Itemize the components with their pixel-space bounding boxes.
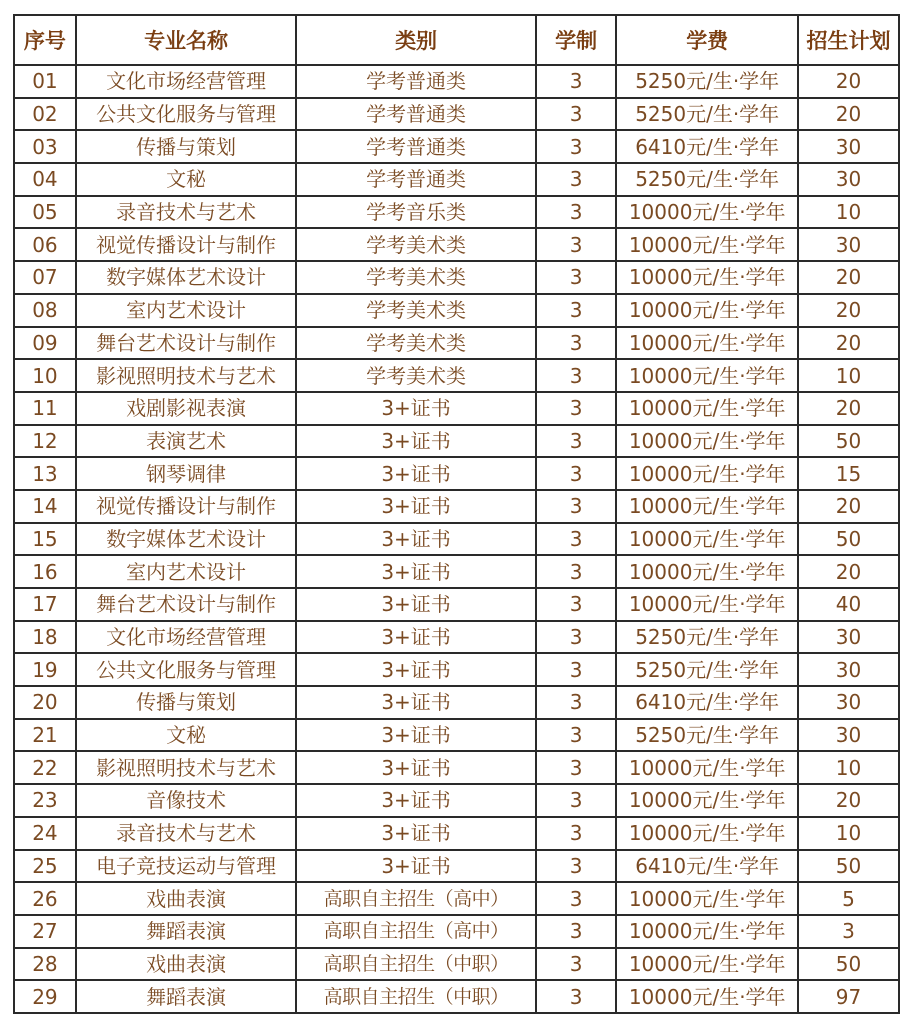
- cell-duration: 3: [536, 719, 617, 752]
- table-row: [14, 261, 899, 294]
- cell-duration: 3: [536, 850, 617, 883]
- cell-duration: 3: [536, 294, 617, 327]
- cell-category: 3+证书: [296, 490, 536, 523]
- cell-duration: 3: [536, 65, 617, 98]
- cell-category: 3+证书: [296, 392, 536, 425]
- table-row: [14, 490, 899, 523]
- cell-index: 17: [14, 588, 76, 621]
- cell-enrollment-plan: 20: [798, 98, 899, 131]
- cell-duration: 3: [536, 915, 617, 948]
- cell-index: 24: [14, 817, 76, 850]
- cell-index: 26: [14, 882, 76, 915]
- cell-index: 05: [14, 196, 76, 229]
- cell-enrollment-plan: 20: [798, 555, 899, 588]
- cell-major-name: 文秘: [76, 163, 296, 196]
- cell-major-name: 文化市场经营管理: [76, 621, 296, 654]
- cell-major-name: 公共文化服务与管理: [76, 653, 296, 686]
- cell-tuition: 10000元/生·学年: [616, 392, 798, 425]
- cell-index: 13: [14, 457, 76, 490]
- cell-tuition: 10000元/生·学年: [616, 980, 798, 1013]
- cell-major-name: 影视照明技术与艺术: [76, 359, 296, 392]
- cell-enrollment-plan: 40: [798, 588, 899, 621]
- table-row: [14, 751, 899, 784]
- cell-category: 学考普通类: [296, 163, 536, 196]
- cell-index: 22: [14, 751, 76, 784]
- table-row: [14, 621, 899, 654]
- cell-category: 学考美术类: [296, 359, 536, 392]
- cell-category: 3+证书: [296, 425, 536, 458]
- cell-major-name: 戏曲表演: [76, 882, 296, 915]
- cell-category: 3+证书: [296, 850, 536, 883]
- header-row: [14, 15, 899, 65]
- cell-enrollment-plan: 20: [798, 327, 899, 360]
- cell-index: 14: [14, 490, 76, 523]
- cell-category: 学考普通类: [296, 65, 536, 98]
- table-row: [14, 163, 899, 196]
- cell-tuition: 10000元/生·学年: [616, 196, 798, 229]
- table-body: [14, 65, 899, 1013]
- cell-tuition: 6410元/生·学年: [616, 686, 798, 719]
- cell-enrollment-plan: 30: [798, 163, 899, 196]
- cell-duration: 3: [536, 392, 617, 425]
- cell-enrollment-plan: 10: [798, 751, 899, 784]
- cell-tuition: 5250元/生·学年: [616, 719, 798, 752]
- cell-duration: 3: [536, 588, 617, 621]
- table-row: [14, 817, 899, 850]
- cell-duration: 3: [536, 555, 617, 588]
- cell-category: 学考普通类: [296, 130, 536, 163]
- cell-duration: 3: [536, 621, 617, 654]
- cell-tuition: 5250元/生·学年: [616, 98, 798, 131]
- cell-tuition: 10000元/生·学年: [616, 359, 798, 392]
- cell-duration: 3: [536, 457, 617, 490]
- cell-major-name: 影视照明技术与艺术: [76, 751, 296, 784]
- cell-category: 3+证书: [296, 784, 536, 817]
- cell-major-name: 文化市场经营管理: [76, 65, 296, 98]
- cell-category: 学考音乐类: [296, 196, 536, 229]
- cell-category: 高职自主招生（中职）: [296, 980, 536, 1013]
- cell-enrollment-plan: 20: [798, 784, 899, 817]
- cell-category: 3+证书: [296, 555, 536, 588]
- cell-tuition: 10000元/生·学年: [616, 555, 798, 588]
- cell-duration: 3: [536, 196, 617, 229]
- cell-tuition: 5250元/生·学年: [616, 65, 798, 98]
- cell-index: 25: [14, 850, 76, 883]
- cell-major-name: 舞台艺术设计与制作: [76, 588, 296, 621]
- cell-major-name: 录音技术与艺术: [76, 196, 296, 229]
- cell-category: 学考美术类: [296, 261, 536, 294]
- cell-tuition: 10000元/生·学年: [616, 882, 798, 915]
- cell-category: 高职自主招生（中职）: [296, 948, 536, 981]
- table-row: [14, 327, 899, 360]
- cell-duration: 3: [536, 523, 617, 556]
- cell-major-name: 舞蹈表演: [76, 915, 296, 948]
- cell-major-name: 传播与策划: [76, 686, 296, 719]
- cell-category: 学考美术类: [296, 327, 536, 360]
- cell-enrollment-plan: 20: [798, 392, 899, 425]
- cell-duration: 3: [536, 98, 617, 131]
- cell-tuition: 5250元/生·学年: [616, 621, 798, 654]
- cell-major-name: 音像技术: [76, 784, 296, 817]
- cell-major-name: 电子竞技运动与管理: [76, 850, 296, 883]
- cell-tuition: 10000元/生·学年: [616, 588, 798, 621]
- cell-enrollment-plan: 50: [798, 523, 899, 556]
- cell-tuition: 10000元/生·学年: [616, 784, 798, 817]
- cell-major-name: 视觉传播设计与制作: [76, 228, 296, 261]
- cell-enrollment-plan: 20: [798, 261, 899, 294]
- table-row: [14, 948, 899, 981]
- table-row: [14, 686, 899, 719]
- cell-enrollment-plan: 30: [798, 621, 899, 654]
- cell-category: 3+证书: [296, 719, 536, 752]
- cell-duration: 3: [536, 882, 617, 915]
- cell-tuition: 6410元/生·学年: [616, 850, 798, 883]
- cell-duration: 3: [536, 980, 617, 1013]
- table-row: [14, 457, 899, 490]
- cell-tuition: 10000元/生·学年: [616, 261, 798, 294]
- header-category: 类别: [296, 15, 536, 65]
- cell-duration: 3: [536, 653, 617, 686]
- cell-tuition: 5250元/生·学年: [616, 163, 798, 196]
- cell-index: 18: [14, 621, 76, 654]
- cell-index: 21: [14, 719, 76, 752]
- cell-major-name: 舞台艺术设计与制作: [76, 327, 296, 360]
- cell-duration: 3: [536, 228, 617, 261]
- table-row: [14, 980, 899, 1013]
- cell-major-name: 录音技术与艺术: [76, 817, 296, 850]
- cell-duration: 3: [536, 261, 617, 294]
- cell-enrollment-plan: 50: [798, 850, 899, 883]
- cell-index: 03: [14, 130, 76, 163]
- cell-tuition: 10000元/生·学年: [616, 425, 798, 458]
- table-row: [14, 653, 899, 686]
- cell-enrollment-plan: 20: [798, 65, 899, 98]
- cell-duration: 3: [536, 359, 617, 392]
- cell-tuition: 10000元/生·学年: [616, 294, 798, 327]
- table-row: [14, 588, 899, 621]
- table-row: [14, 425, 899, 458]
- table-row: [14, 850, 899, 883]
- cell-index: 02: [14, 98, 76, 131]
- cell-category: 3+证书: [296, 751, 536, 784]
- cell-major-name: 戏剧影视表演: [76, 392, 296, 425]
- cell-duration: 3: [536, 751, 617, 784]
- cell-index: 16: [14, 555, 76, 588]
- cell-enrollment-plan: 20: [798, 294, 899, 327]
- cell-tuition: 10000元/生·学年: [616, 915, 798, 948]
- cell-duration: 3: [536, 686, 617, 719]
- cell-duration: 3: [536, 490, 617, 523]
- cell-index: 23: [14, 784, 76, 817]
- cell-category: 3+证书: [296, 817, 536, 850]
- table-header: [14, 15, 899, 65]
- table-row: [14, 359, 899, 392]
- cell-major-name: 舞蹈表演: [76, 980, 296, 1013]
- table-row: [14, 228, 899, 261]
- cell-tuition: 10000元/生·学年: [616, 228, 798, 261]
- table-row: [14, 98, 899, 131]
- enrollment-table-container: [13, 14, 900, 1014]
- cell-index: 19: [14, 653, 76, 686]
- cell-major-name: 文秘: [76, 719, 296, 752]
- table-row: [14, 882, 899, 915]
- cell-enrollment-plan: 30: [798, 130, 899, 163]
- cell-enrollment-plan: 20: [798, 490, 899, 523]
- cell-duration: 3: [536, 948, 617, 981]
- cell-enrollment-plan: 10: [798, 359, 899, 392]
- cell-category: 3+证书: [296, 653, 536, 686]
- cell-category: 高职自主招生（高中）: [296, 915, 536, 948]
- cell-tuition: 6410元/生·学年: [616, 130, 798, 163]
- header-major-name: 专业名称: [76, 15, 296, 65]
- header-tuition: 学费: [616, 15, 798, 65]
- cell-major-name: 戏曲表演: [76, 948, 296, 981]
- cell-category: 3+证书: [296, 686, 536, 719]
- cell-category: 3+证书: [296, 457, 536, 490]
- cell-index: 27: [14, 915, 76, 948]
- table-row: [14, 555, 899, 588]
- cell-tuition: 10000元/生·学年: [616, 490, 798, 523]
- cell-major-name: 数字媒体艺术设计: [76, 261, 296, 294]
- cell-duration: 3: [536, 130, 617, 163]
- cell-major-name: 数字媒体艺术设计: [76, 523, 296, 556]
- cell-enrollment-plan: 15: [798, 457, 899, 490]
- cell-enrollment-plan: 30: [798, 719, 899, 752]
- cell-category: 学考美术类: [296, 294, 536, 327]
- cell-enrollment-plan: 10: [798, 196, 899, 229]
- table-row: [14, 719, 899, 752]
- table-row: [14, 392, 899, 425]
- cell-tuition: 10000元/生·学年: [616, 751, 798, 784]
- cell-index: 28: [14, 948, 76, 981]
- cell-tuition: 5250元/生·学年: [616, 653, 798, 686]
- cell-category: 3+证书: [296, 523, 536, 556]
- cell-category: 3+证书: [296, 588, 536, 621]
- cell-index: 06: [14, 228, 76, 261]
- cell-index: 20: [14, 686, 76, 719]
- cell-enrollment-plan: 30: [798, 653, 899, 686]
- cell-duration: 3: [536, 327, 617, 360]
- cell-major-name: 室内艺术设计: [76, 555, 296, 588]
- cell-index: 12: [14, 425, 76, 458]
- cell-index: 10: [14, 359, 76, 392]
- cell-enrollment-plan: 97: [798, 980, 899, 1013]
- cell-category: 高职自主招生（高中）: [296, 882, 536, 915]
- cell-enrollment-plan: 50: [798, 425, 899, 458]
- cell-major-name: 视觉传播设计与制作: [76, 490, 296, 523]
- cell-enrollment-plan: 3: [798, 915, 899, 948]
- cell-major-name: 表演艺术: [76, 425, 296, 458]
- cell-duration: 3: [536, 425, 617, 458]
- table-row: [14, 294, 899, 327]
- cell-major-name: 钢琴调律: [76, 457, 296, 490]
- cell-duration: 3: [536, 163, 617, 196]
- cell-tuition: 10000元/生·学年: [616, 817, 798, 850]
- cell-category: 3+证书: [296, 621, 536, 654]
- cell-tuition: 10000元/生·学年: [616, 327, 798, 360]
- cell-index: 01: [14, 65, 76, 98]
- header-duration: 学制: [536, 15, 617, 65]
- cell-index: 08: [14, 294, 76, 327]
- cell-index: 11: [14, 392, 76, 425]
- header-enrollment-plan: 招生计划: [798, 15, 899, 65]
- cell-major-name: 公共文化服务与管理: [76, 98, 296, 131]
- cell-index: 09: [14, 327, 76, 360]
- cell-duration: 3: [536, 817, 617, 850]
- cell-index: 07: [14, 261, 76, 294]
- cell-enrollment-plan: 30: [798, 228, 899, 261]
- cell-index: 29: [14, 980, 76, 1013]
- table-row: [14, 523, 899, 556]
- table-row: [14, 915, 899, 948]
- cell-major-name: 传播与策划: [76, 130, 296, 163]
- cell-duration: 3: [536, 784, 617, 817]
- cell-index: 04: [14, 163, 76, 196]
- cell-enrollment-plan: 30: [798, 686, 899, 719]
- cell-tuition: 10000元/生·学年: [616, 948, 798, 981]
- table-row: [14, 130, 899, 163]
- cell-category: 学考美术类: [296, 228, 536, 261]
- cell-category: 学考普通类: [296, 98, 536, 131]
- cell-enrollment-plan: 10: [798, 817, 899, 850]
- cell-tuition: 10000元/生·学年: [616, 523, 798, 556]
- cell-tuition: 10000元/生·学年: [616, 457, 798, 490]
- table-row: [14, 784, 899, 817]
- header-index: 序号: [14, 15, 76, 65]
- table-row: [14, 196, 899, 229]
- enrollment-plan-table: [13, 14, 900, 1014]
- table-row: [14, 65, 899, 98]
- cell-major-name: 室内艺术设计: [76, 294, 296, 327]
- cell-enrollment-plan: 50: [798, 948, 899, 981]
- cell-index: 15: [14, 523, 76, 556]
- cell-enrollment-plan: 5: [798, 882, 899, 915]
